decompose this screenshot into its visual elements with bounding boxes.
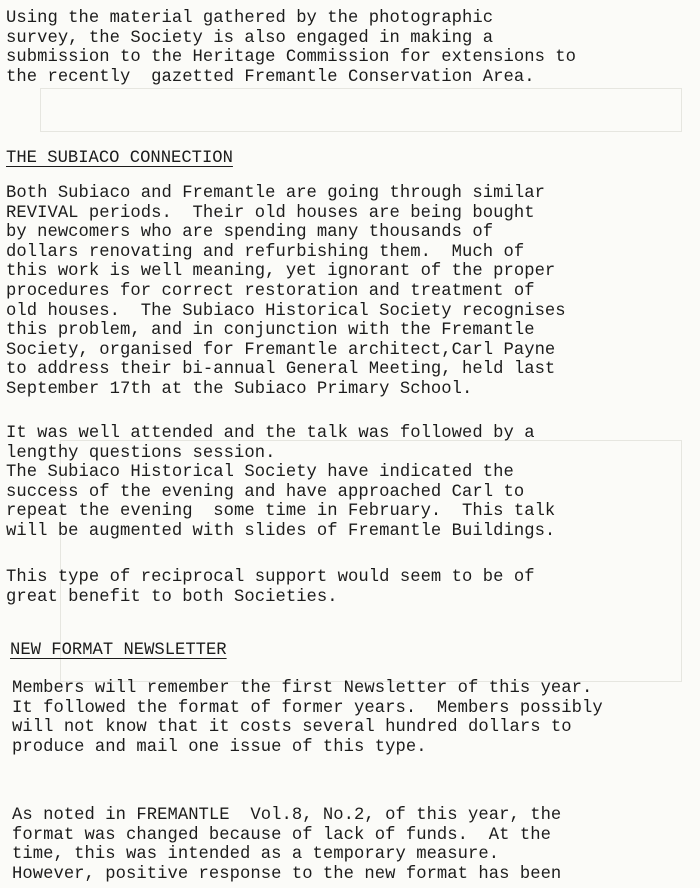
text-line: repeat the evening some time in February. This talk bbox=[6, 502, 556, 522]
text-line: produce and mail one issue of this type. bbox=[12, 737, 427, 757]
text-line: will be augmented with slides of Fremantle Buildings. bbox=[6, 521, 556, 541]
text-line: by newcomers who are spending many thousands of bbox=[6, 223, 494, 243]
text-line: As noted in FREMANTLE Vol.8, No.2, of this year, the bbox=[12, 806, 562, 825]
intro-paragraph bbox=[6, 9, 576, 87]
text-line: The Subiaco Historical Society have indicated the bbox=[6, 463, 514, 483]
paragraph bbox=[6, 568, 535, 607]
text-line: the recently gazetted Fremantle Conservation Area. bbox=[6, 67, 535, 87]
text-line: survey, the Society is also engaged in making a bbox=[6, 28, 494, 48]
text-line: September 17th at the Subiaco Primary School. bbox=[6, 379, 473, 399]
text-line: lengthy questions session. bbox=[6, 443, 276, 463]
text-line: Members will remember the first Newsletter of this year. bbox=[12, 679, 593, 698]
text-line: success of the evening and have approached Carl to bbox=[6, 482, 525, 502]
section-heading: NEW FORMAT NEWSLETTER bbox=[10, 641, 227, 660]
text-line: dollars renovating and refurbishing them. Much of bbox=[6, 242, 525, 262]
paragraph bbox=[6, 184, 566, 400]
paragraph bbox=[12, 679, 603, 757]
text-line: However, positive response to the new format has been bbox=[12, 864, 562, 884]
section-heading: THE SUBIACO CONNECTION bbox=[6, 149, 233, 168]
text-line: Society, organised for Fremantle architect,Carl Payne bbox=[6, 340, 556, 360]
paragraph bbox=[12, 806, 561, 884]
text-line: will not know that it costs several hundred dollars to bbox=[12, 718, 572, 738]
text-line: old houses. The Subiaco Historical Society recognises bbox=[6, 301, 566, 321]
paragraph bbox=[6, 424, 555, 542]
text-line: this work is well meaning, yet ignorant of the proper bbox=[6, 262, 556, 282]
text-line: It was well attended and the talk was followed by a bbox=[6, 424, 535, 443]
text-line: procedures for correct restoration and treatment of bbox=[6, 281, 535, 301]
text-line: This type of reciprocal support would seem to be of bbox=[6, 568, 535, 587]
text-line: format was changed because of lack of funds. At the bbox=[12, 825, 551, 845]
text-line: Using the material gathered by the photographic bbox=[6, 9, 494, 28]
text-line: submission to the Heritage Commission for extensions to bbox=[6, 48, 577, 68]
text-line: this problem, and in conjunction with the Fremantle bbox=[6, 321, 535, 341]
show-through-box bbox=[40, 88, 682, 132]
text-line: time, this was intended as a temporary measure. bbox=[12, 845, 500, 865]
text-line: It followed the format of former years. Members possibly bbox=[12, 698, 603, 718]
text-line: Both Subiaco and Fremantle are going through similar bbox=[6, 184, 545, 203]
text-line: REVIVAL periods. Their old houses are being bought bbox=[6, 203, 535, 223]
text-line: great benefit to both Societies. bbox=[6, 587, 338, 607]
text-line: to address their bi-annual General Meeting, held last bbox=[6, 360, 556, 380]
